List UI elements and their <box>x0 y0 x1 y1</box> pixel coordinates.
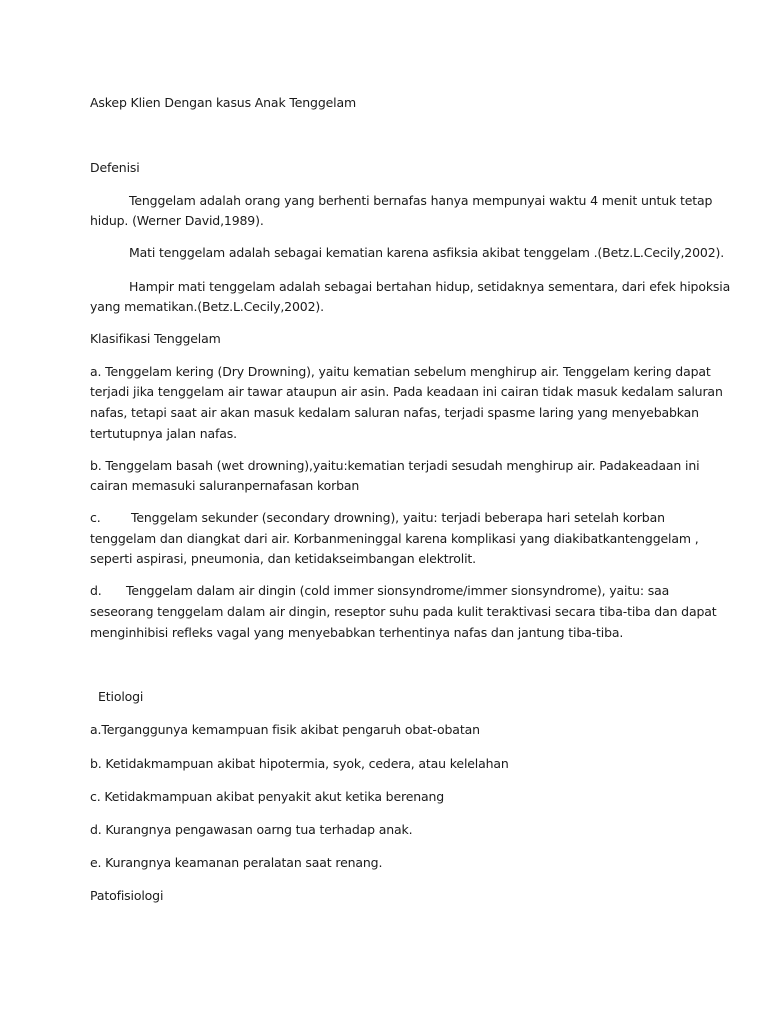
klasifikasi-d-marker: d. <box>90 583 102 598</box>
klasifikasi-d-line2: seseorang tenggelam dalam air dingin, reseptor suhu pada kulit teraktivasi secara tiba-tiba dan dapat <box>90 604 717 619</box>
klasifikasi-c-marker: c. <box>90 510 101 525</box>
klasifikasi-b-line1: b. Tenggelam basah (wet drowning),yaitu:kematian terjadi sesudah menghirup air. Padakeadaan ini <box>90 458 700 473</box>
klasifikasi-a-line3: nafas, tetapi saat air akan masuk kedalam saluran nafas, terjadi spasme laring yang menyebabkan <box>90 405 699 420</box>
heading-defenisi: Defenisi <box>90 160 140 175</box>
defenisi-p1-line2: hidup. (Werner David,1989). <box>90 213 264 228</box>
defenisi-p1-line1: Tenggelam adalah orang yang berhenti bernafas hanya mempunyai waktu 4 menit untuk tetap <box>129 193 713 208</box>
klasifikasi-d-line1: Tenggelam dalam air dingin (cold immer sionsyndrome/immer sionsyndrome), yaitu: saa <box>126 583 670 598</box>
klasifikasi-b-line2: cairan memasuki saluranpernafasan korban <box>90 478 360 493</box>
klasifikasi-a-line1: a. Tenggelam kering (Dry Drowning), yaitu kematian sebelum menghirup air. Tenggelam kering dapat <box>90 364 711 379</box>
klasifikasi-a-line4: tertutupnya jalan nafas. <box>90 426 237 441</box>
heading-klasifikasi: Klasifikasi Tenggelam <box>90 331 221 346</box>
klasifikasi-c-line1: Tenggelam sekunder (secondary drowning), yaitu: terjadi beberapa hari setelah korban <box>131 510 665 525</box>
etiologi-a: a.Terganggunya kemampuan fisik akibat pengaruh obat-obatan <box>90 722 480 737</box>
klasifikasi-c-line2: tenggelam dan diangkat dari air. Korbanmeninggal karena komplikasi yang diakibatkantenggelam , <box>90 531 699 546</box>
etiologi-d: d. Kurangnya pengawasan oarng tua terhadap anak. <box>90 822 413 837</box>
klasifikasi-a-line2: terjadi jika tenggelam air tawar ataupun air asin. Pada keadaan ini cairan tidak masuk kedalam saluran <box>90 384 723 399</box>
defenisi-p3-line1: Hampir mati tenggelam adalah sebagai bertahan hidup, setidaknya sementara, dari efek hipoksia <box>129 279 731 294</box>
klasifikasi-c-line3: seperti aspirasi, pneumonia, dan ketidakseimbangan elektrolit. <box>90 551 476 566</box>
klasifikasi-d-line3: menginhibisi refleks vagal yang menyebabkan terhentinya nafas dan jantung tiba-tiba. <box>90 625 624 640</box>
document-title: Askep Klien Dengan kasus Anak Tenggelam <box>90 95 357 110</box>
defenisi-p2-line1: Mati tenggelam adalah sebagai kematian karena asfiksia akibat tenggelam .(Betz.L.Cecily,2002). <box>129 245 725 260</box>
defenisi-p3-line2: yang mematikan.(Betz.L.Cecily,2002). <box>90 299 324 314</box>
etiologi-c: c. Ketidakmampuan akibat penyakit akut ketika berenang <box>90 789 445 804</box>
heading-etiologi: Etiologi <box>98 689 144 704</box>
etiologi-e: e. Kurangnya keamanan peralatan saat renang. <box>90 855 383 870</box>
heading-patofisiologi: Patofisiologi <box>90 888 164 903</box>
etiologi-b: b. Ketidakmampuan akibat hipotermia, syok, cedera, atau kelelahan <box>90 756 509 771</box>
